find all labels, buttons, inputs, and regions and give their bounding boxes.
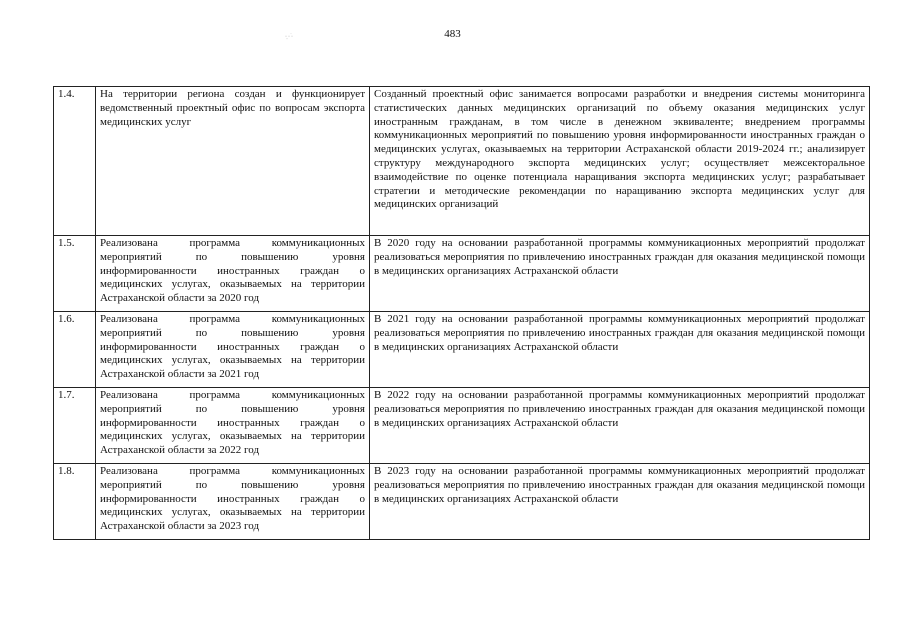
table-row (54, 388, 870, 464)
row-number: 1.7. (54, 388, 96, 464)
event-cell: Реализована программа коммуникационных мероприятий по повышению уровня информированности иностранных граждан о медицинских услугах, оказываемых на территории Астраханской области за 2023 год (96, 464, 370, 540)
row-number: 1.4. (54, 87, 96, 236)
event-cell: На территории региона создан и функционирует ведомственный проектный офис по вопросам экспорта медицинских услуг (96, 87, 370, 236)
measures-table (53, 86, 870, 540)
scan-specks: ·̣·͘· (285, 34, 294, 40)
event-cell: Реализована программа коммуникационных мероприятий по повышению уровня информированности иностранных граждан о медицинских услугах, оказываемых на территории Астраханской области за 2020 год (96, 236, 370, 312)
result-cell: Созданный проектный офис занимается вопросами разработки и внедрения системы мониторинга статистических данных медицинских организаций по объему оказания медицинских услуг иностранным гражданам, в том числе в денежном эквиваленте; внедрением программы коммуникационных мероприятий по повышению уровня информированности иностранных граждан о медицинских услугах, оказываемых на территории Астраханской области 2019-2024 гг.; анализирует структуру международного экспорта медицинских услуг; осуществляет межсекторальное взаимодействие по оценке потенциала наращивания экспорта медицинских услуг; разрабатывает стратегии и методические рекомендации по наращиванию экспорта медицинских услуг для медицинских организаций (370, 87, 870, 236)
row-number: 1.6. (54, 312, 96, 388)
table-row (54, 87, 870, 236)
row-number: 1.5. (54, 236, 96, 312)
row-number: 1.8. (54, 464, 96, 540)
event-cell: Реализована программа коммуникационных мероприятий по повышению уровня информированности иностранных граждан о медицинских услугах, оказываемых на территории Астраханской области за 2021 год (96, 312, 370, 388)
event-cell: Реализована программа коммуникационных мероприятий по повышению уровня информированности иностранных граждан о медицинских услугах, оказываемых на территории Астраханской области за 2022 год (96, 388, 370, 464)
table-row (54, 312, 870, 388)
result-cell: В 2022 году на основании разработанной программы коммуникационных мероприятий продолжат реализоваться мероприятия по привлечению иностранных граждан для оказания медицинской помощи в медицинских организациях Астраханской области (370, 388, 870, 464)
result-cell: В 2021 году на основании разработанной программы коммуникационных мероприятий продолжат реализоваться мероприятия по привлечению иностранных граждан для оказания медицинской помощи в медицинских организациях Астраханской области (370, 312, 870, 388)
table-row (54, 464, 870, 540)
result-cell: В 2023 году на основании разработанной программы коммуникационных мероприятий продолжат реализоваться мероприятия по привлечению иностранных граждан для оказания медицинской помощи в медицинских организациях Астраханской области (370, 464, 870, 540)
result-cell: В 2020 году на основании разработанной программы коммуникационных мероприятий продолжат реализоваться мероприятия по привлечению иностранных граждан для оказания медицинской помощи в медицинских организациях Астраханской области (370, 236, 870, 312)
page-number: 483 (444, 28, 461, 40)
table-row (54, 236, 870, 312)
